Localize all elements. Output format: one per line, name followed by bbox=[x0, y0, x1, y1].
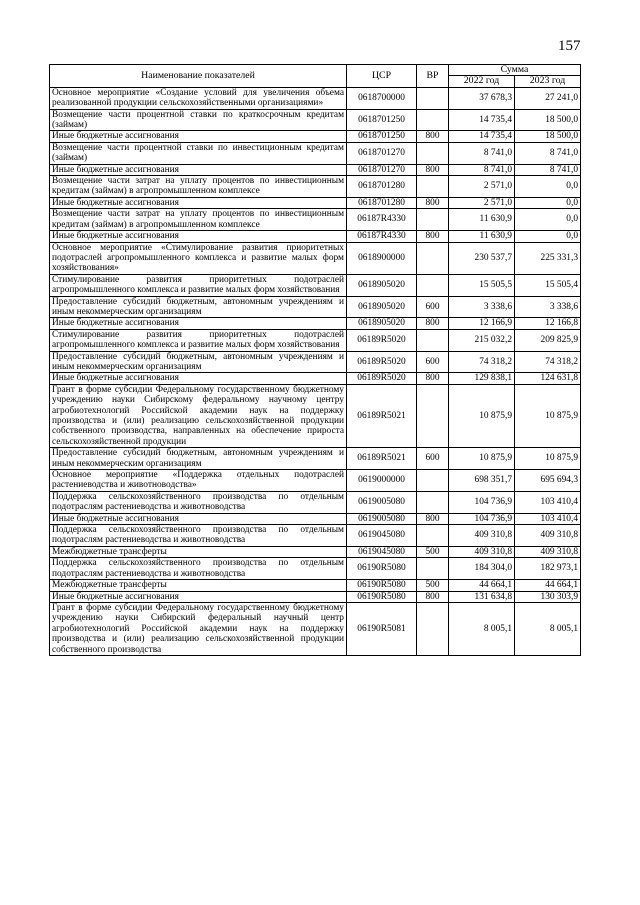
header-vr: ВР bbox=[417, 65, 449, 88]
row-vr-code: 800 bbox=[417, 131, 449, 142]
row-name: Поддержка сельскохозяйственного производства по отдельным подотраслям растениеводства и животноводства bbox=[50, 558, 347, 580]
row-amount-2022: 215 032,2 bbox=[449, 329, 515, 351]
row-vr-code: 600 bbox=[417, 296, 449, 318]
row-name: Грант в форме субсидии Федеральному государственному бюджетному учреждению науки Сибирскому федеральному научному центру агробиотехнологий Российской академии наук на поддержку производства и (или) реализацию сельскохозяйственной продукции собственного производства, направленных на обеспечение прироста сельскохозяйственной продукции bbox=[50, 384, 347, 447]
row-amount-2023: 18 500,0 bbox=[515, 109, 581, 131]
table-row bbox=[50, 546, 581, 557]
row-vr-code bbox=[417, 384, 449, 447]
row-amount-2023: 695 694,3 bbox=[515, 470, 581, 492]
row-vr-code bbox=[417, 109, 449, 131]
row-csr-code: 06187R4330 bbox=[347, 209, 417, 231]
table-row bbox=[50, 470, 581, 492]
row-csr-code: 0618701250 bbox=[347, 109, 417, 131]
row-name: Стимулирование развития приоритетных подотраслей агропромышленного комплекса и развитие малых форм хозяйствования bbox=[50, 329, 347, 351]
row-csr-code: 0618701280 bbox=[347, 176, 417, 198]
row-name: Иные бюджетные ассигнования bbox=[50, 513, 347, 524]
row-amount-2023: 409 310,8 bbox=[515, 525, 581, 547]
row-amount-2023: 3 338,6 bbox=[515, 296, 581, 318]
header-name: Наименование показателей bbox=[50, 65, 347, 88]
table-row bbox=[50, 274, 581, 296]
row-vr-code: 800 bbox=[417, 513, 449, 524]
row-csr-code: 0618701280 bbox=[347, 197, 417, 208]
row-name: Основное мероприятие «Поддержка отдельных подотраслей растениеводства и животноводства» bbox=[50, 470, 347, 492]
row-csr-code: 0618905020 bbox=[347, 274, 417, 296]
row-name: Возмещение части процентной ставки по краткосрочным кредитам (займам) bbox=[50, 109, 347, 131]
table-row bbox=[50, 231, 581, 242]
row-amount-2023: 8 741,0 bbox=[515, 164, 581, 175]
row-csr-code: 06187R4330 bbox=[347, 231, 417, 242]
row-amount-2022: 698 351,7 bbox=[449, 470, 515, 492]
row-amount-2022: 3 338,6 bbox=[449, 296, 515, 318]
row-amount-2022: 104 736,9 bbox=[449, 491, 515, 513]
row-amount-2023: 8 741,0 bbox=[515, 142, 581, 164]
table-row bbox=[50, 384, 581, 447]
table-row bbox=[50, 580, 581, 591]
row-csr-code: 06190R5080 bbox=[347, 558, 417, 580]
row-name: Иные бюджетные ассигнования bbox=[50, 373, 347, 384]
row-csr-code: 06189R5021 bbox=[347, 448, 417, 470]
table-row bbox=[50, 197, 581, 208]
row-csr-code: 0619045080 bbox=[347, 525, 417, 547]
row-csr-code: 0618900000 bbox=[347, 242, 417, 274]
row-amount-2023: 0,0 bbox=[515, 176, 581, 198]
row-amount-2022: 129 838,1 bbox=[449, 373, 515, 384]
table-row bbox=[50, 513, 581, 524]
table-row bbox=[50, 318, 581, 329]
row-vr-code bbox=[417, 209, 449, 231]
row-amount-2023: 12 166,8 bbox=[515, 318, 581, 329]
row-csr-code: 0618701270 bbox=[347, 164, 417, 175]
table-row bbox=[50, 525, 581, 547]
row-amount-2022: 37 678,3 bbox=[449, 87, 515, 109]
row-name: Поддержка сельскохозяйственного производства по отдельным подотраслям растениеводства и животноводства bbox=[50, 491, 347, 513]
row-vr-code bbox=[417, 176, 449, 198]
row-amount-2023: 409 310,8 bbox=[515, 546, 581, 557]
row-csr-code: 0619000000 bbox=[347, 470, 417, 492]
table-row bbox=[50, 329, 581, 351]
row-vr-code bbox=[417, 470, 449, 492]
row-amount-2023: 10 875,9 bbox=[515, 384, 581, 447]
row-name: Поддержка сельскохозяйственного производства по отдельным подотраслям растениеводства и животноводства bbox=[50, 525, 347, 547]
row-csr-code: 06189R5021 bbox=[347, 384, 417, 447]
row-csr-code: 06190R5081 bbox=[347, 602, 417, 655]
row-csr-code: 06190R5080 bbox=[347, 591, 417, 602]
row-amount-2023: 0,0 bbox=[515, 197, 581, 208]
row-amount-2022: 8 741,0 bbox=[449, 142, 515, 164]
row-amount-2023: 8 005,1 bbox=[515, 602, 581, 655]
table-row bbox=[50, 296, 581, 318]
row-amount-2022: 184 304,0 bbox=[449, 558, 515, 580]
row-amount-2023: 182 973,1 bbox=[515, 558, 581, 580]
row-name: Предоставление субсидий бюджетным, автономным учреждениям и иным некоммерческим организациям bbox=[50, 296, 347, 318]
row-csr-code: 0619005080 bbox=[347, 491, 417, 513]
header-csr: ЦСР bbox=[347, 65, 417, 88]
row-amount-2023: 74 318,2 bbox=[515, 351, 581, 373]
row-vr-code: 600 bbox=[417, 448, 449, 470]
table-row bbox=[50, 242, 581, 274]
row-vr-code bbox=[417, 274, 449, 296]
row-name: Межбюджетные трансферты bbox=[50, 546, 347, 557]
row-amount-2022: 11 630,9 bbox=[449, 209, 515, 231]
row-amount-2022: 8 741,0 bbox=[449, 164, 515, 175]
row-amount-2023: 27 241,0 bbox=[515, 87, 581, 109]
row-name: Стимулирование развития приоритетных подотраслей агропромышленного комплекса и развитие малых форм хозяйствования bbox=[50, 274, 347, 296]
row-amount-2022: 409 310,8 bbox=[449, 546, 515, 557]
row-amount-2022: 131 634,8 bbox=[449, 591, 515, 602]
row-vr-code: 800 bbox=[417, 164, 449, 175]
table-row bbox=[50, 142, 581, 164]
row-amount-2022: 2 571,0 bbox=[449, 197, 515, 208]
row-amount-2022: 14 735,4 bbox=[449, 109, 515, 131]
row-amount-2022: 104 736,9 bbox=[449, 513, 515, 524]
row-amount-2023: 0,0 bbox=[515, 209, 581, 231]
row-vr-code bbox=[417, 525, 449, 547]
header-year-2023: 2023 год bbox=[515, 76, 581, 87]
header-year-2022: 2022 год bbox=[449, 76, 515, 87]
table-row bbox=[50, 109, 581, 131]
row-name: Возмещение части затрат на уплату процентов по инвестиционным кредитам (займам) в агропромышленном комплексе bbox=[50, 209, 347, 231]
row-vr-code: 500 bbox=[417, 580, 449, 591]
row-csr-code: 0619045080 bbox=[347, 546, 417, 557]
row-csr-code: 0618905020 bbox=[347, 296, 417, 318]
row-name: Иные бюджетные ассигнования bbox=[50, 197, 347, 208]
row-name: Возмещение части затрат на уплату процентов по инвестиционным кредитам (займам) в агропромышленном комплексе bbox=[50, 176, 347, 198]
row-name: Иные бюджетные ассигнования bbox=[50, 131, 347, 142]
page-number: 157 bbox=[558, 38, 581, 54]
row-amount-2022: 14 735,4 bbox=[449, 131, 515, 142]
table-body bbox=[50, 87, 581, 655]
table-row bbox=[50, 209, 581, 231]
table-row bbox=[50, 87, 581, 109]
row-name: Предоставление субсидий бюджетным, автономным учреждениям и иным некоммерческим организациям bbox=[50, 448, 347, 470]
header-sum: Сумма bbox=[449, 65, 581, 76]
row-amount-2022: 2 571,0 bbox=[449, 176, 515, 198]
budget-table bbox=[49, 64, 581, 656]
row-amount-2023: 0,0 bbox=[515, 231, 581, 242]
row-vr-code: 800 bbox=[417, 197, 449, 208]
row-csr-code: 06190R5080 bbox=[347, 580, 417, 591]
row-vr-code bbox=[417, 242, 449, 274]
row-name: Межбюджетные трансферты bbox=[50, 580, 347, 591]
row-amount-2022: 15 505,5 bbox=[449, 274, 515, 296]
row-amount-2023: 15 505,4 bbox=[515, 274, 581, 296]
table-row bbox=[50, 558, 581, 580]
row-vr-code: 800 bbox=[417, 373, 449, 384]
row-vr-code: 800 bbox=[417, 231, 449, 242]
row-vr-code bbox=[417, 491, 449, 513]
row-csr-code: 0619005080 bbox=[347, 513, 417, 524]
row-amount-2023: 103 410,4 bbox=[515, 491, 581, 513]
row-amount-2023: 103 410,4 bbox=[515, 513, 581, 524]
row-amount-2022: 44 664,1 bbox=[449, 580, 515, 591]
row-vr-code bbox=[417, 142, 449, 164]
row-amount-2022: 10 875,9 bbox=[449, 384, 515, 447]
row-amount-2022: 8 005,1 bbox=[449, 602, 515, 655]
table-row bbox=[50, 351, 581, 373]
row-vr-code bbox=[417, 558, 449, 580]
table-row bbox=[50, 491, 581, 513]
row-csr-code: 0618701270 bbox=[347, 142, 417, 164]
row-amount-2022: 74 318,2 bbox=[449, 351, 515, 373]
row-vr-code bbox=[417, 329, 449, 351]
row-amount-2022: 11 630,9 bbox=[449, 231, 515, 242]
row-name: Грант в форме субсидии Федеральному государственному бюджетному учреждению науки Сибирский федеральный научный центр агробиотехнологий Российской академии наук на поддержку производства и (или) реализацию сельскохозяйственной продукции собственного производства bbox=[50, 602, 347, 655]
row-amount-2023: 44 664,1 bbox=[515, 580, 581, 591]
row-name: Основное мероприятие «Создание условий для увеличения объема реализованной продукции сельскохозяйственными организациями» bbox=[50, 87, 347, 109]
row-amount-2023: 209 825,9 bbox=[515, 329, 581, 351]
row-amount-2023: 225 331,3 bbox=[515, 242, 581, 274]
row-name: Иные бюджетные ассигнования bbox=[50, 591, 347, 602]
table-row bbox=[50, 164, 581, 175]
row-amount-2023: 124 631,8 bbox=[515, 373, 581, 384]
row-vr-code bbox=[417, 87, 449, 109]
table-row bbox=[50, 176, 581, 198]
table-row bbox=[50, 448, 581, 470]
row-amount-2022: 10 875,9 bbox=[449, 448, 515, 470]
row-amount-2023: 18 500,0 bbox=[515, 131, 581, 142]
table-row bbox=[50, 131, 581, 142]
row-vr-code: 800 bbox=[417, 318, 449, 329]
row-csr-code: 06189R5020 bbox=[347, 329, 417, 351]
table-row bbox=[50, 591, 581, 602]
row-csr-code: 06189R5020 bbox=[347, 373, 417, 384]
row-name: Основное мероприятие «Стимулирование развития приоритетных подотраслей агропромышленного комплекса и развитие малых форм хозяйствования» bbox=[50, 242, 347, 274]
row-amount-2023: 10 875,9 bbox=[515, 448, 581, 470]
row-vr-code: 600 bbox=[417, 351, 449, 373]
row-csr-code: 0618701250 bbox=[347, 131, 417, 142]
row-amount-2022: 230 537,7 bbox=[449, 242, 515, 274]
row-name: Иные бюджетные ассигнования bbox=[50, 164, 347, 175]
row-amount-2022: 409 310,8 bbox=[449, 525, 515, 547]
table-row bbox=[50, 373, 581, 384]
row-vr-code: 500 bbox=[417, 546, 449, 557]
row-name: Иные бюджетные ассигнования bbox=[50, 318, 347, 329]
row-csr-code: 0618700000 bbox=[347, 87, 417, 109]
row-vr-code bbox=[417, 602, 449, 655]
row-name: Предоставление субсидий бюджетным, автономным учреждениям и иным некоммерческим организациям bbox=[50, 351, 347, 373]
row-amount-2022: 12 166,9 bbox=[449, 318, 515, 329]
row-name: Иные бюджетные ассигнования bbox=[50, 231, 347, 242]
table-row bbox=[50, 602, 581, 655]
row-vr-code: 800 bbox=[417, 591, 449, 602]
row-amount-2023: 130 303,9 bbox=[515, 591, 581, 602]
row-name: Возмещение части процентной ставки по инвестиционным кредитам (займам) bbox=[50, 142, 347, 164]
row-csr-code: 0618905020 bbox=[347, 318, 417, 329]
row-csr-code: 06189R5020 bbox=[347, 351, 417, 373]
